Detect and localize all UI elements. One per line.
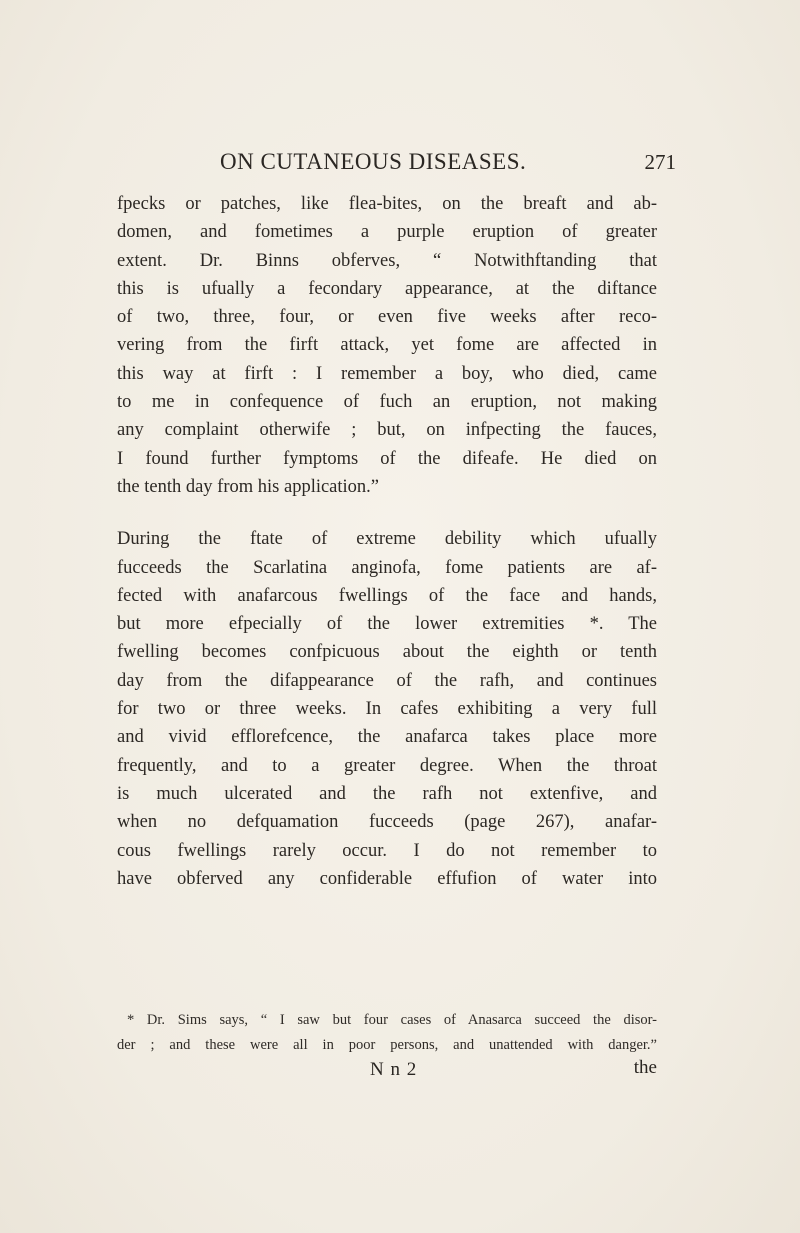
footnote-line: der ; and these were all in poor persons, and unattended with danger.”	[117, 1037, 657, 1053]
text-line: fwelling becomes confpicuous about the eighth or tenth	[117, 642, 657, 663]
running-head-title: ON CUTANEOUS DISEASES.	[220, 149, 527, 174]
text-line: any complaint otherwife ; but, on infpecting the fauces,	[117, 420, 657, 441]
text-line: the tenth day from his application.”	[117, 476, 380, 497]
signature-mark: N n 2	[370, 1059, 418, 1080]
text-line: have obferved any confiderable effufion of water into	[117, 868, 657, 889]
text-line: frequently, and to a greater degree. When the throat	[117, 755, 657, 776]
text-line: extent. Dr. Binns obferves, “ Notwithftanding that	[117, 250, 657, 271]
running-head	[0, 146, 800, 178]
text-line: During the ftate of extreme debility which ufually	[117, 529, 657, 550]
paragraph-1	[117, 190, 657, 501]
page-number: 271	[644, 150, 676, 174]
body-text	[117, 190, 657, 893]
text-line: domen, and fometimes a purple eruption of greater	[117, 222, 657, 243]
text-line: to me in confequence of fuch an eruption, not making	[117, 392, 657, 413]
text-line: of two, three, four, or even five weeks after reco-	[117, 307, 657, 328]
text-line: this is ufually a fecondary appearance, at the diftance	[117, 278, 657, 299]
text-line: I found further fymptoms of the difeafe. He died on	[117, 448, 657, 469]
paragraph-2	[117, 525, 657, 893]
text-line: this way at firft : I remember a boy, who died, came	[117, 363, 657, 384]
text-line: and vivid efflorefcence, the anafarca takes place more	[117, 727, 657, 748]
footnote-line: * Dr. Sims says, “ I saw but four cases of Anasarca succeed the disor-	[127, 1012, 657, 1028]
text-line: for two or three weeks. In cafes exhibiting a very full	[117, 699, 657, 720]
text-line: vering from the firft attack, yet fome are affected in	[117, 335, 657, 356]
paragraph-gap	[117, 501, 657, 525]
text-line: when no defquamation fucceeds (page 267), anafar-	[117, 812, 657, 833]
text-line: fpecks or patches, like flea-bites, on the breaft and ab-	[117, 194, 657, 214]
footnote	[117, 1008, 657, 1058]
text-line: fucceeds the Scarlatina anginofa, fome patients are af-	[117, 557, 657, 578]
text-line: cous fwellings rarely occur. I do not remember to	[117, 840, 657, 861]
text-line: day from the difappearance of the rafh, and continues	[117, 670, 657, 691]
catchword: the	[633, 1057, 657, 1078]
text-line: is much ulcerated and the rafh not extenfive, and	[117, 783, 657, 804]
text-line: but more efpecially of the lower extremities *. The	[117, 614, 657, 635]
text-line: fected with anafarcous fwellings of the face and hands,	[117, 585, 657, 606]
